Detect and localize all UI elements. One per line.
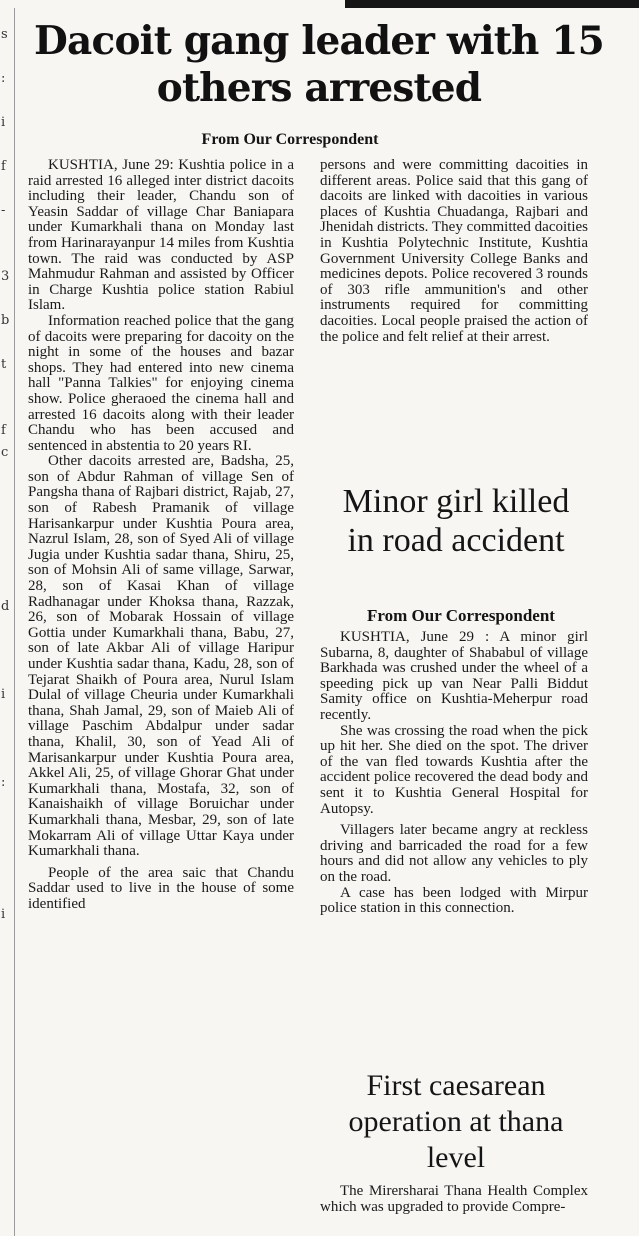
article2-paragraph: She was crossing the road when the pick up hit her. She died on the spot. The driver of the van fled towards Kushtia after the accident police recovered the dead body and sent it to Kushtia General Hospital for Autopsy. <box>320 722 588 817</box>
article-paragraph: People of the area saic that Chandu Saddar used to live in the house of some identified <box>28 864 294 912</box>
column-rule <box>14 8 15 1236</box>
edge-fragment: : <box>1 775 6 790</box>
edge-fragment: t <box>1 357 7 372</box>
edge-fragment: i <box>1 907 6 922</box>
article-column-1 <box>28 158 294 913</box>
article2-paragraph: A case has been lodged with Mirpur police station in this connection. <box>320 884 588 917</box>
edge-fragment: s <box>1 27 8 42</box>
article-paragraph-continued: persons and were committing dacoities in different areas. Police said that this gang of dacoits are linked with dacoities in various places of Kushtia Chuadanga, Rajbari and Jhenidah districts. They committed dacoities in Kushtia Polytechnic Institute, Kushtia Government University College Banks and medicines depots. Police recovered 3 rounds of 303 rifle ammunition's and other instruments required for committing dacoities. Local people praised the action of the police and felt relief at their arrest. <box>320 157 588 345</box>
article-byline: From Our Correspondent <box>201 131 379 148</box>
edge-fragment: f <box>1 423 6 438</box>
article2-body <box>320 630 588 917</box>
edge-fragment: - <box>1 203 6 218</box>
edge-fragment: i <box>1 115 6 130</box>
article-headline: Dacoit gang leader with 15 others arrested <box>34 18 604 111</box>
edge-fragment: 3 <box>1 269 10 284</box>
article2-headline: Minor girl killed in road accident <box>342 483 570 559</box>
article-paragraph: Other dacoits arrested are, Badsha, 25, son of Abdur Rahman of village Sen of Pangsha thana of Rajbari district, Rajab, 27, son of Rabesh Pramanik of village Harisankarpur under Kushtia Poura area, Nazrul Islam, 28, son of Syed Ali of village Jugia under Kushtia sadar thana, Shiru, 25, son of Mohsin Ali of same village, Sarwar, 28, son of Kasai Khan of village Radhanagar under Khoksa thana, Razzak, 26, son of Mobarak Hossain of village Gottia under Kumarkhali thana, Babu, 27, son of late Akbar Ali of village Haripur under Kushtia sadar thana, Kadu, 28, son of Tejarat Shaikh of Poura area, Nurul Islam Dulal of village Cheuria under Kumarkhali thana, Shah Jamal, 29, son of Maieb Ali of village Paschim Abdalpur under sadar thana, Khalil, 30, son of Yead Ali of Marisankarpur under Kushtia Poura area, Akkel Ali, 25, of village Ghorar Ghat under Kumarkhali thana, Mostafa, 32, son of Kanaishaikh of village Boruichar under Kumarkhali thana, Mesbar, 29, son of late Mokarram Ali of village Uttar Kaya under Kumarkhali thana. <box>28 453 294 860</box>
article-paragraph: KUSHTIA, June 29: Kushtia police in a raid arrested 16 alleged inter district dacoits including their leader, Chandu son of Yeasin Saddar of village Char Baniapara under Kumarkhali thana on Monday last from Harinarayanpur 14 miles from Kushtia town. The raid was conducted by ASP Mahmudur Rahman and assisted by Officer in Charge Kushtia police station Rabiul Islam. <box>28 157 294 314</box>
article3-body <box>320 1184 588 1215</box>
edge-fragment: c <box>1 445 9 460</box>
article2-byline: From Our Correspondent <box>367 606 555 625</box>
edge-fragment: : <box>1 71 6 86</box>
article2-paragraph: Villagers later became angry at reckless driving and barricaded the road for a few hours and did not allow any vehicles to ply on the road. <box>320 822 588 885</box>
article-column-2 <box>320 158 588 345</box>
article-paragraph: Information reached police that the gang of dacoits were preparing for dacoity on the night in some of the houses and bazar shops. They had entered into new cinema hall "Panna Talkies" for enjoying cinema show. Police gheraoed the cinema hall and arrested 16 dacoits along with their leader Chandu who has been accused and sentenced in abstentia to 20 years RI. <box>28 312 294 454</box>
edge-fragment: i <box>1 687 6 702</box>
adjacent-column-fragments <box>0 8 14 1236</box>
edge-fragment: f <box>1 159 6 174</box>
article3-paragraph: The Mirersharai Thana Health Complex which was upgraded to provide Compre- <box>320 1183 588 1215</box>
edge-fragment: b <box>1 313 10 328</box>
article2-paragraph: KUSHTIA, June 29 : A minor girl Subarna, 8, daughter of Shababul of village Barkhada was crushed under the wheel of a speeding pick up van Near Palli Biddut Samity office on Kushtia-Meherpur road recently. <box>320 629 588 723</box>
article3-headline: First caesarean operation at thana level <box>348 1069 564 1174</box>
edge-fragment: d <box>1 599 10 614</box>
top-border-bar <box>345 0 639 8</box>
